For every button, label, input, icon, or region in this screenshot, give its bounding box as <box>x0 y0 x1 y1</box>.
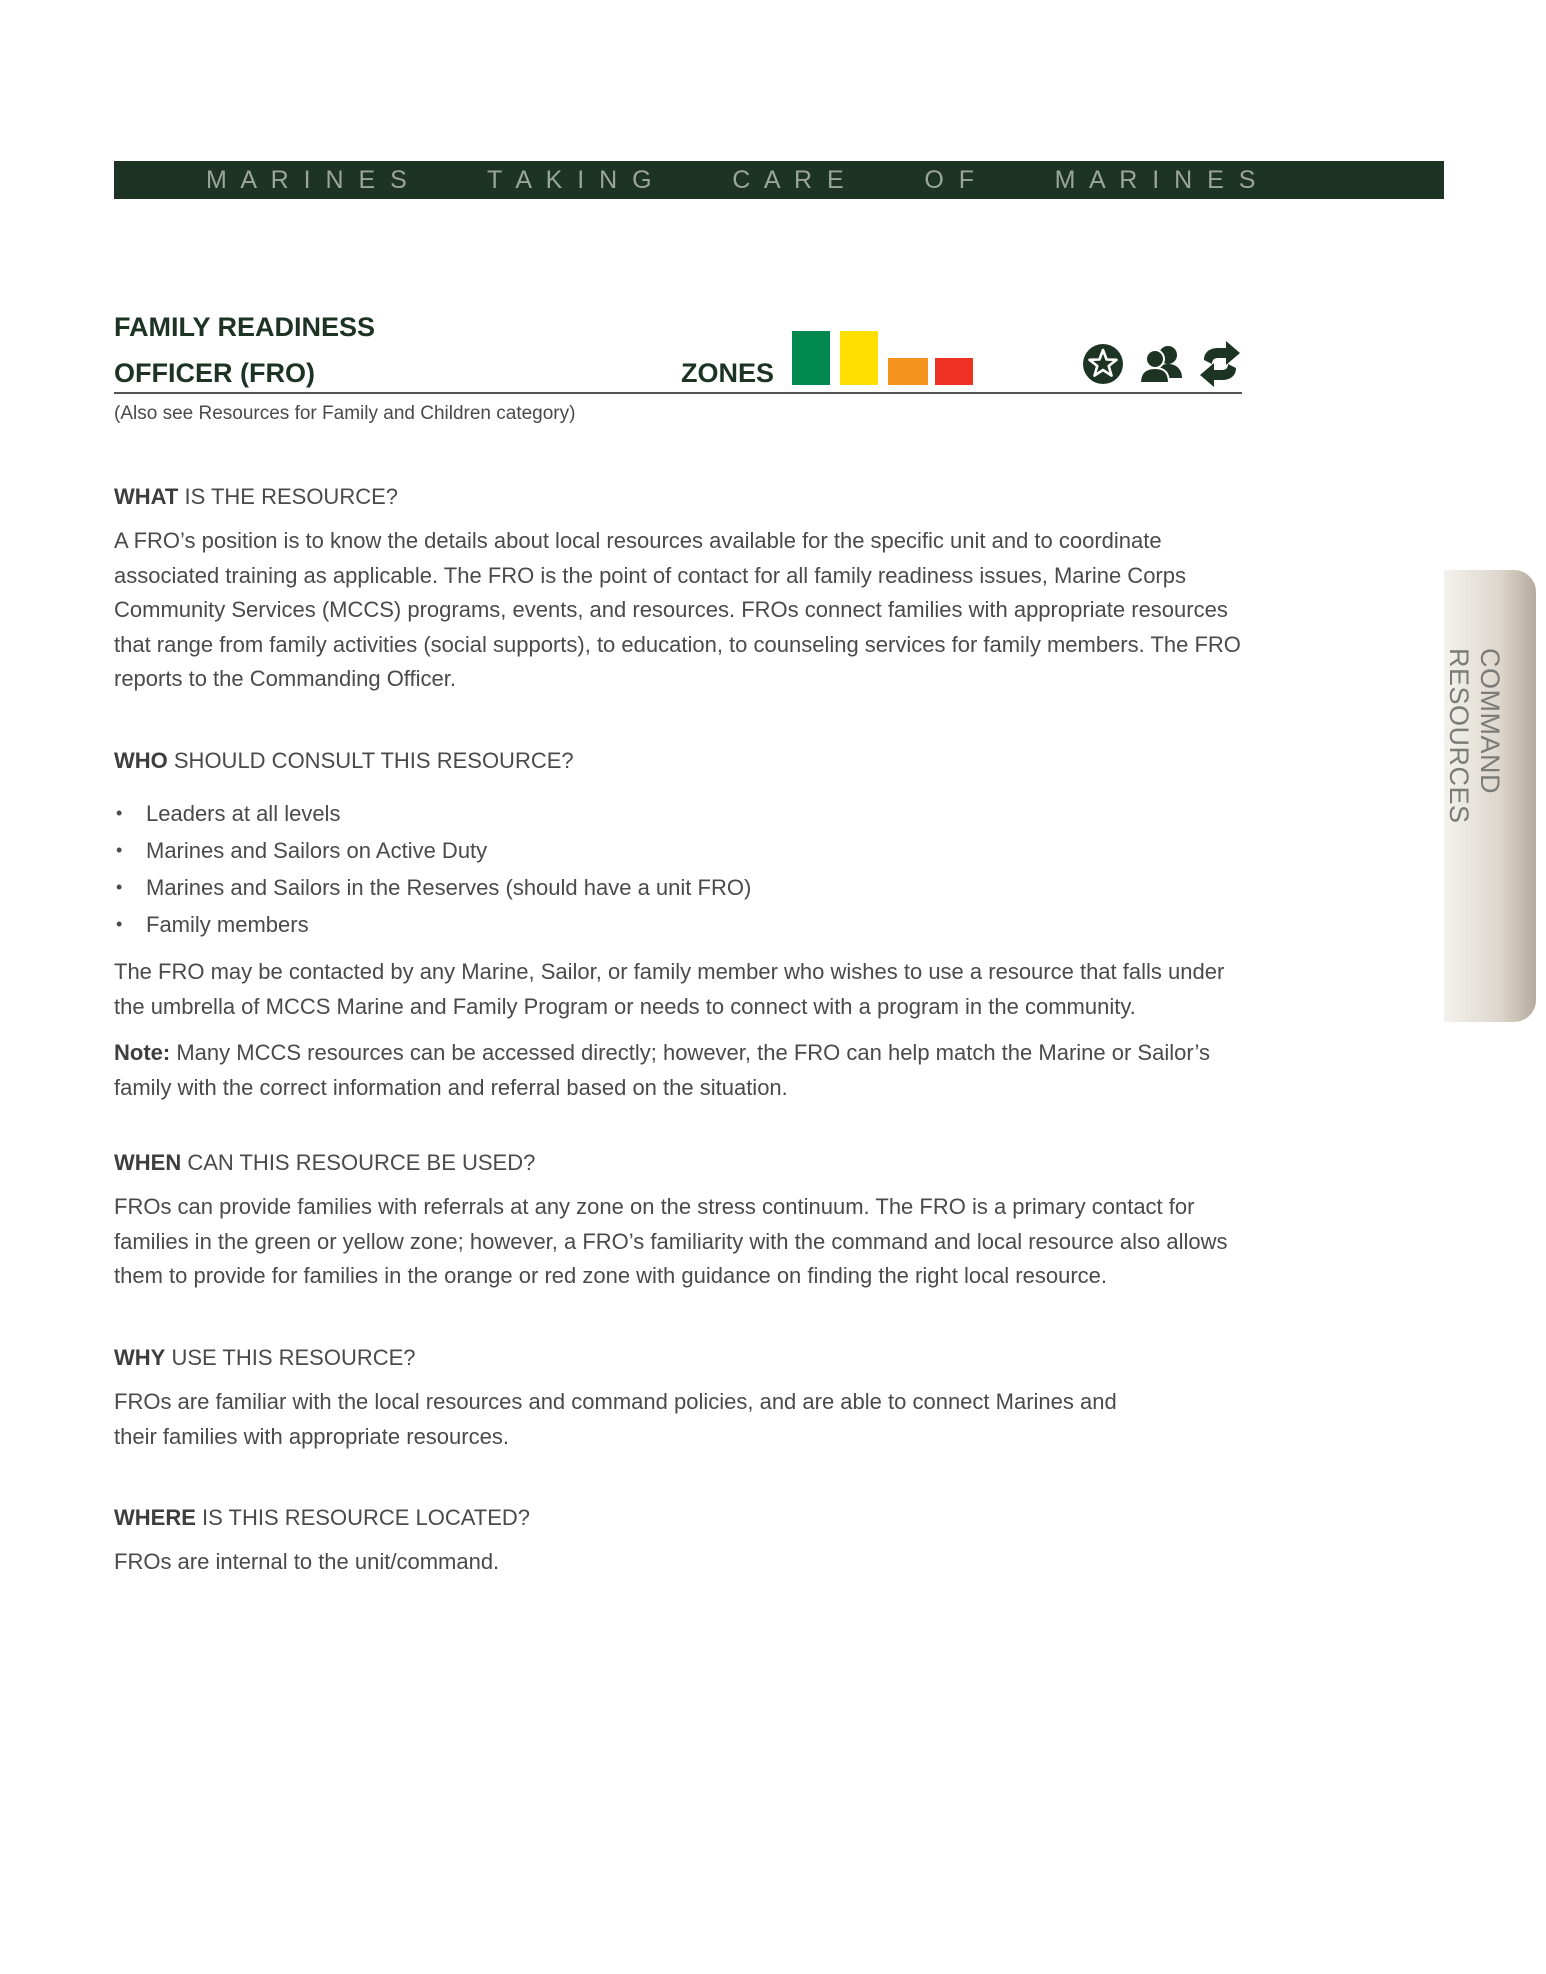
list-item: • Leaders at all levels <box>114 795 751 832</box>
why-body <box>114 1385 1259 1454</box>
note-text: Many MCCS resources can be accessed directly; however, the FRO can help match the Marine or Sailor’s family with the correct information and referral based on the situation. <box>114 1040 1210 1100</box>
why-body-line2: their families with appropriate resources. <box>114 1423 509 1449</box>
where-body: FROs are internal to the unit/command. <box>114 1549 500 1574</box>
what-heading-bold: WHAT <box>114 484 179 509</box>
top-banner <box>114 161 1444 199</box>
list-item: • Family members <box>114 906 751 943</box>
people-icon <box>1138 344 1186 384</box>
list-item: • Marines and Sailors in the Reserves (should have a unit FRO) <box>114 869 751 906</box>
star-badge-icon <box>1082 343 1124 385</box>
when-heading-rest: CAN THIS RESOURCE BE USED? <box>181 1150 536 1175</box>
why-heading <box>114 1345 416 1371</box>
where-heading-rest: IS THIS RESOURCE LOCATED? <box>195 1505 531 1530</box>
where-heading <box>114 1505 530 1531</box>
exchange-arrows-icon <box>1198 340 1242 388</box>
what-body: A FRO’s position is to know the details about local resources available for the specific unit and to coordinate associated training as applicable. The FRO is the point of contact for all family readiness issues, Marine Corps Community Services (MCCS) programs, events, and resources. FROs connect families with appropriate resources that range from family activities (social supports), to education, to counseling services for family members. The FRO reports to the Commanding Officer. <box>114 528 1241 691</box>
when-heading-bold: WHEN <box>114 1150 182 1175</box>
when-body: FROs can provide families with referrals at any zone on the stress continuum. The FRO is a primary contact for families in the green or yellow zone; however, a FRO’s familiarity with the command and local resource also allows them to provide for families in the orange or red zone with guidance on finding the right local resource. <box>114 1194 1228 1288</box>
what-heading <box>114 484 398 510</box>
list-item: • Marines and Sailors on Active Duty <box>114 832 751 869</box>
who-heading-rest: SHOULD CONSULT THIS RESOURCE? <box>167 748 574 773</box>
where-heading-bold: WHERE <box>114 1505 196 1530</box>
page-title-line2: OFFICER (FRO) <box>114 358 315 388</box>
zone-orange-bar <box>888 358 928 385</box>
page-title-line1: FAMILY READINESS <box>114 312 376 342</box>
who-heading <box>114 748 574 774</box>
zone-green-bar <box>792 331 830 385</box>
why-heading-bold: WHY <box>114 1345 166 1370</box>
header-divider <box>114 392 1242 394</box>
who-heading-bold: WHO <box>114 748 168 773</box>
who-note <box>114 1036 1259 1105</box>
who-bullet-list <box>114 795 751 943</box>
when-heading <box>114 1150 535 1176</box>
note-label: Note: <box>114 1040 171 1065</box>
why-heading-rest: USE THIS RESOURCE? <box>165 1345 416 1370</box>
side-tab-label: COMMAND RESOURCES <box>1444 648 1505 824</box>
zone-yellow-bar <box>840 331 878 385</box>
zone-red-bar <box>935 358 973 385</box>
zones-label: ZONES <box>681 358 775 388</box>
banner-text: M A R I N E S T A K I N G C A R E O F M A R I N E S <box>206 166 1260 194</box>
what-heading-rest: IS THE RESOURCE? <box>178 484 399 509</box>
why-body-line1: FROs are familiar with the local resources and command policies, and are able to connect Marines and <box>114 1389 1117 1414</box>
who-body: The FRO may be contacted by any Marine, Sailor, or family member who wishes to use a resource that falls under the umbrella of MCCS Marine and Family Program or needs to connect with a program in the community. <box>114 959 1225 1019</box>
see-also-note: (Also see Resources for Family and Children category) <box>114 403 576 424</box>
